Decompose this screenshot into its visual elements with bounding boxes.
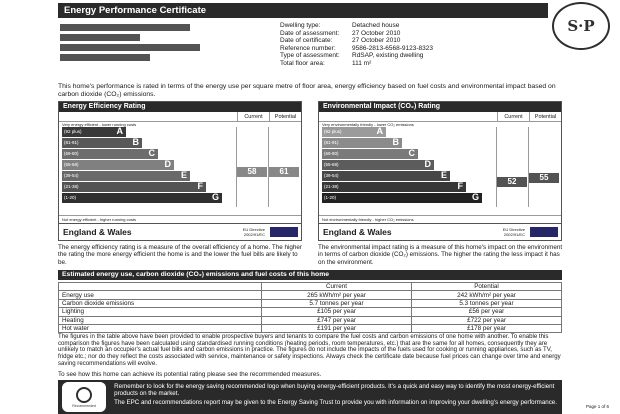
impact-col-potential: Potential [529,112,561,121]
table-row [59,308,562,316]
table-row [59,291,562,299]
band-range: (81-91) [324,140,339,145]
detail-value: 9586-2813-6568-9123-8323 [352,44,433,52]
impact-panel-title: Environmental Impact (CO₂) Rating [319,102,561,112]
band-b [62,138,142,148]
impact-potential-rating: 55 [529,173,559,183]
row-potential: £722 per year [412,316,562,324]
band-range: (21-38) [64,184,79,189]
efficiency-directive: EU Directive 2002/91/EC [242,227,265,237]
band-range: (39-54) [324,173,339,178]
table-row [59,299,562,307]
environmental-impact-panel [318,101,562,241]
band-letter: E [180,170,187,180]
page-number: Page 1 of 6 [586,404,610,409]
detail-value: 27 October 2010 [352,29,401,37]
table-row [59,324,562,332]
efficiency-col-current: Current [237,112,269,121]
eu-flag-icon [530,227,558,237]
band-range: (1-20) [64,195,77,200]
efficiency-panel-title: Energy Efficiency Rating [59,102,301,112]
band-letter: F [457,181,463,191]
costs-col-potential: Potential [412,283,562,291]
eu-flag-icon [270,227,298,237]
energy-saving-trust-box [58,380,562,414]
row-label: Heating [59,316,262,324]
impact-description: The environmental impact rating is a measure of this home's impact on the environment in terms of carbon dioxide (CO₂) emissions. The higher the rating the less impact it has on the environment. [318,244,563,266]
detail-row [280,60,433,68]
table-row [59,316,562,324]
impact-col-current: Current [497,112,529,121]
certificate-title: Energy Performance Certificate [58,3,548,18]
impact-bottom-note: Not environmentally friendly - higher CO₂ emissions [319,215,561,223]
efficiency-potential-rating: 61 [269,167,299,177]
detail-row [280,30,433,38]
band-range: (81-91) [64,140,79,145]
energy-saving-icon [76,387,92,403]
band-b [322,138,402,148]
row-label: Energy use [59,291,262,299]
band-a [322,127,386,137]
detail-value: Detached house [352,22,400,29]
energy-efficiency-panel [58,101,302,241]
band-f [322,182,466,192]
detail-key: Dwelling type: [280,22,321,29]
est-box-line-1: Remember to look for the energy saving recommended logo when buying energy-efficient products. It's a quick and easy way to identify the most energy-efficient products on the market. [114,383,555,397]
band-range: (92 plus) [64,129,82,134]
impact-directive: EU Directive 2002/91/EC [502,227,525,237]
band-letter: D [424,159,431,169]
band-range: (39-54) [64,173,79,178]
band-range: (69-80) [64,151,79,156]
estimated-costs-table [58,282,562,333]
recommended-caption: Recommended [72,403,96,408]
detail-key: Reference number: [280,44,336,52]
impact-current-rating: 52 [497,177,527,187]
band-e [62,171,190,181]
detail-row [280,22,433,30]
band-letter: C [408,148,415,158]
band-range: (69-80) [324,151,339,156]
row-current: 5.7 tonnes per year [262,299,412,307]
row-potential: £178 per year [412,324,562,332]
row-current: £747 per year [262,316,412,324]
estimated-use-title: Estimated energy use, carbon dioxide (CO₂) emissions and fuel costs of this home [58,270,562,280]
row-label: Hot water [59,324,262,332]
detail-row [280,52,433,60]
band-letter: A [376,126,383,136]
address-block-redacted [60,24,210,64]
row-current: £105 per year [262,308,412,316]
band-letter: E [440,170,447,180]
sap-logo [552,2,610,50]
band-d [62,160,174,170]
sap-logo-letters: S·P [567,17,595,35]
impact-top-note: Very environmentally friendly - lower CO₂ emissions [322,122,414,127]
band-letter: G [471,192,479,202]
detail-key: Date of certificate: [280,37,333,45]
efficiency-bottom-note: Not energy efficient - higher running costs [59,215,301,223]
band-a [62,127,126,137]
energy-saving-recommended-logo [62,382,106,412]
row-current: £191 per year [262,324,412,332]
band-letter: B [392,137,399,147]
band-range: (21-38) [324,184,339,189]
efficiency-bands [59,127,301,207]
band-f [62,182,206,192]
costs-col-current: Current [262,283,412,291]
detail-row [280,37,433,45]
band-g [322,193,482,203]
detail-value: RdSAP, existing dwelling [352,52,424,60]
row-potential: 242 kWh/m² per year [412,291,562,299]
detail-value: 111 m² [352,59,372,67]
band-range: (1-20) [324,195,337,200]
band-letter: C [148,148,155,158]
band-range: (92 plus) [324,129,342,134]
band-g [62,193,222,203]
efficiency-description: The energy efficiency rating is a measure of the overall efficiency of a home. The higher the rating the more energy efficient the home is and the lower the fuel bills are likely to be. [58,244,302,266]
certificate-details [280,22,433,68]
band-letter: D [164,159,171,169]
band-e [322,171,450,181]
band-letter: F [197,181,203,191]
band-d [322,160,434,170]
band-c [322,149,418,159]
row-current: 265 kWh/m² per year [262,291,412,299]
band-letter: A [116,126,123,136]
impact-region: England & Wales [323,227,392,237]
impact-bands [319,127,561,207]
figures-explanation: The figures in the table above have been provided to enable prospective buyers and tenants to compare the fuel costs and carbon emissions of one home with another. To enable this comparison the figures have been calculated using standardised running conditions (heating periods, room temperatures, etc.) that are the same for all homes, consequently they are unlikely to match an occupier's actual fuel bills and carbon emissions in practice. The figures do not include the impacts of the fuels used for cooking or running appliances, such as TV, fridge etc.; nor do they reflect the costs associated with service, maintenance or safety inspections. Always check the certificate date because fuel prices can change over time and energy saving recommendations will evolve. [58,333,561,367]
detail-key: Date of assessment: [280,29,340,37]
row-label: Carbon dioxide emissions [59,299,262,307]
band-letter: G [211,192,219,202]
row-label: Lighting [59,308,262,316]
detail-value: 27 October 2010 [352,37,401,45]
band-range: (55-68) [64,162,79,167]
intro-text: This home's performance is rated in terms of the energy use per square metre of floor area, energy efficiency based on fuel costs and environmental impact based on carbon dioxide (CO₂) emissions. [58,83,556,98]
detail-key: Total floor area: [280,59,325,67]
row-potential: 5.3 tonnes per year [412,299,562,307]
efficiency-top-note: Very energy efficient - lower running costs [62,122,137,127]
est-box-line-2: The EPC and recommendations report may be given to the Energy Saving Trust to provide you with information on improving your dwelling's energy performance. [114,399,557,406]
see-recommendations-text: To see how this home can achieve its potential rating please see the recommended measures. [58,371,322,378]
efficiency-col-potential: Potential [269,112,301,121]
band-c [62,149,158,159]
row-potential: £56 per year [412,308,562,316]
band-letter: B [132,137,139,147]
band-range: (55-68) [324,162,339,167]
efficiency-current-rating: 58 [237,167,267,177]
detail-key: Type of assessment: [280,52,340,60]
efficiency-region: England & Wales [63,227,132,237]
detail-row [280,45,433,53]
